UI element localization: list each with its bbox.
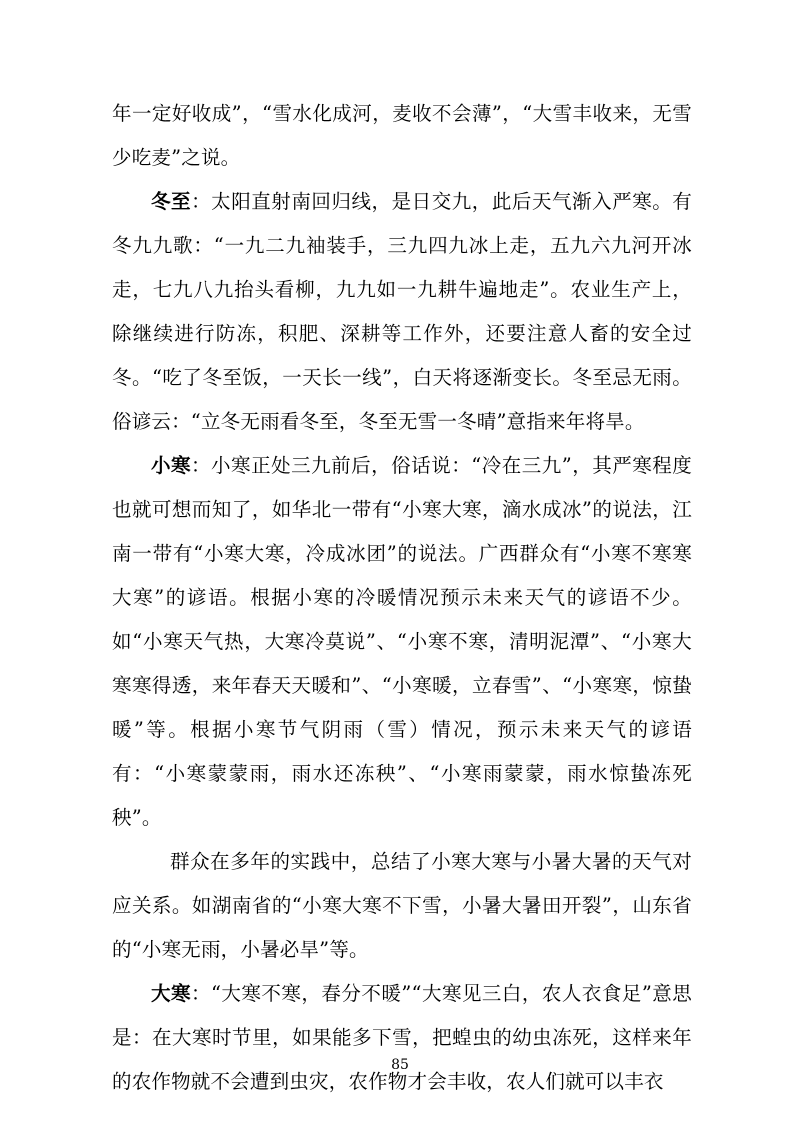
paragraph-qunzhong — [112, 840, 692, 972]
paragraph-text: 年一定好收成”，“雪水化成河，麦收不会薄”，“大雪丰收来，无雪少吃麦”之说。 — [112, 102, 692, 169]
term-label-xiaohan: 小寒 — [151, 454, 192, 477]
paragraph-dahan — [112, 972, 692, 1104]
term-label-dongzhi: 冬至 — [151, 190, 192, 213]
paragraph-text: ：小寒正处三九前后，俗话说：“冷在三九”，其严寒程度也就可想而知了，如华北一带有“小寒大寒，滴水成冰”的说法，江南一带有“小寒大寒，冷成冰团”的说法。广西群众有“小寒不寒寒大寒”的谚语。根据小寒的冷暖情况预示未来天气的谚语不少。如“小寒天气热，大寒冷莫说”、“小寒不寒，清明泥潭”、“小寒大寒寒得透，来年春天天暖和”、“小寒暖，立春雪”、“小寒寒，惊蛰暖”等。根据小寒节气阴雨（雪）情况，预示未来天气的谚语有：“小寒蒙蒙雨，雨水还冻秧”、“小寒雨蒙蒙，雨水惊蛰冻死秧”。 — [112, 454, 692, 829]
document-body — [112, 92, 692, 1104]
paragraph-xiaohan — [112, 444, 692, 840]
paragraph-text: ：太阳直射南回归线，是日交九，此后天气渐入严寒。有冬九九歌：“一九二九袖装手，三九四九冰上走，五九六九河开冰走，七九八九抬头看柳，九九如一九耕牛遍地走”。农业生产上，除继续进行防冻，积肥、深耕等工作外，还要注意人畜的安全过冬。“吃了冬至饭，一天长一线”，白天将逐渐变长。冬至忌无雨。俗谚云：“立冬无雨看冬至，冬至无雪一冬晴”意指来年将旱。 — [112, 190, 692, 433]
paragraph-text: 群众在多年的实践中，总结了小寒大寒与小暑大暑的天气对应关系。如湖南省的“小寒大寒不下雪，小暑大暑田开裂”，山东省的“小寒无雨，小暑必旱”等。 — [112, 850, 692, 961]
paragraph-dongzhi — [112, 180, 692, 444]
page-number: 85 — [391, 1057, 409, 1073]
paragraph-text: ：“大寒不寒，春分不暖”“大寒见三白，农人衣食足”意思是：在大寒时节里，如果能多下雪，把蝗虫的幼虫冻死，这样来年的农作物就不会遭到虫灾，农作物才会丰收，农人们就可以丰衣 — [112, 982, 692, 1093]
paragraph-continued — [112, 92, 692, 180]
term-label-dahan: 大寒 — [151, 982, 191, 1005]
